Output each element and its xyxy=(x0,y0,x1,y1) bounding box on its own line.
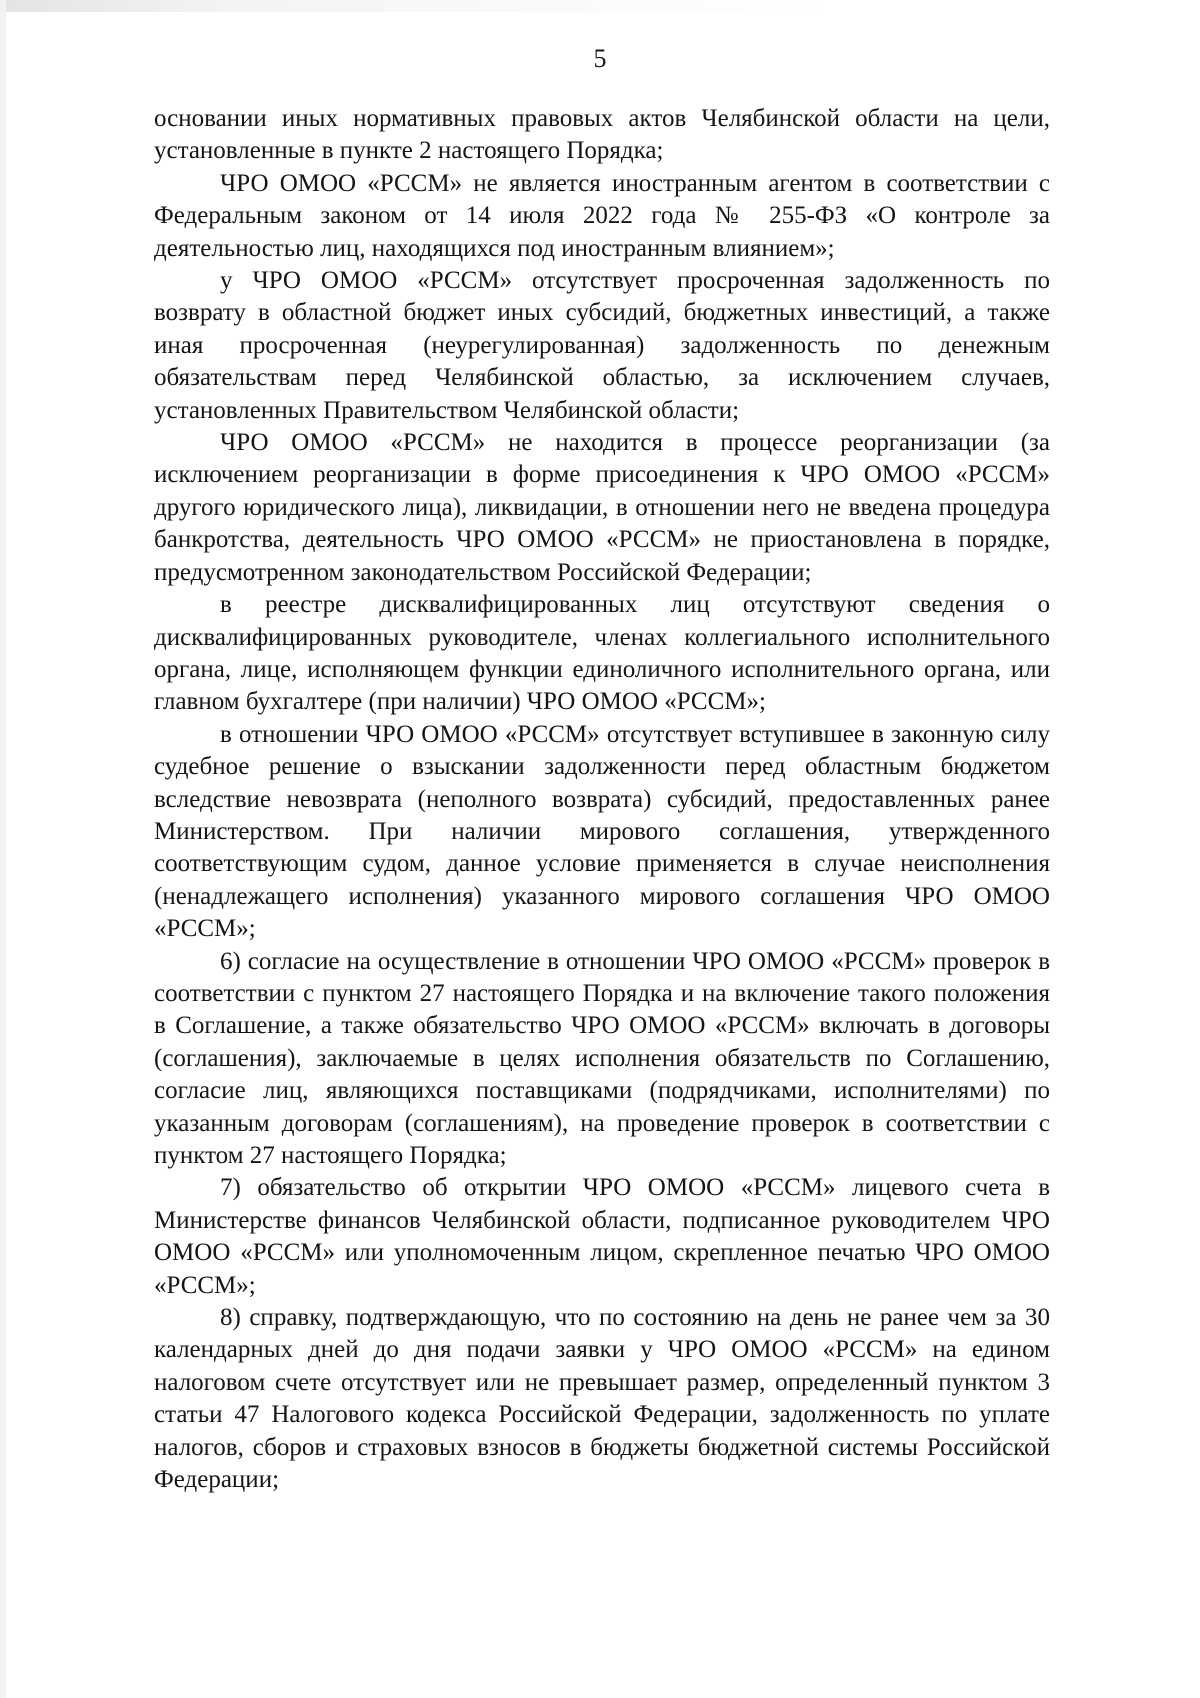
scan-edge-shadow xyxy=(0,0,1200,12)
paragraph-item-7: 7) обязательство об открытии ЧРО ОМОО «РССМ» лицевого счета в Министерстве финансов Челябинской области, подписанное руководителем ЧРО ОМОО «РССМ» или уполномоченным лицом, скрепленное печатью ЧРО ОМОО «РССМ»; xyxy=(154,1174,1050,1299)
paragraph-continuation: основании иных нормативных правовых актов Челябинской области на цели, установленные в пункте 2 настоящего Порядка; xyxy=(154,105,1050,165)
scan-left-shadow xyxy=(0,0,6,1698)
paragraph-reorganization: ЧРО ОМОО «РССМ» не находится в процессе реорганизации (за исключением реорганизации в форме присоединения к ЧРО ОМОО «РССМ» другого юридического лица), ликвидации, в отношении него не введена процедура банкротства, деятельность ЧРО ОМОО «РССМ» не приостановлена в порядке, предусмотренном законодательством Российской Федерации; xyxy=(154,429,1050,586)
page-number: 5 xyxy=(593,44,607,73)
paragraph-foreign-agent: ЧРО ОМОО «РССМ» не является иностранным агентом в соответствии с Федеральным законом от 14 июля 2022 года № 255-ФЗ «О контроле за деятельностью лиц, находящихся под иностранным влиянием»; xyxy=(154,169,1050,262)
paragraph-overdue-debt: у ЧРО ОМОО «РССМ» отсутствует просроченная задолженность по возврату в областной бюджет иных субсидий, бюджетных инвестиций, а также иная просроченная (неурегулированная) задолженность по денежным обязательствам перед Челябинской областью, за исключением случаев, установленных Правительством Челябинской области; xyxy=(154,267,1050,424)
paragraph-item-8: 8) справку, подтверждающую, что по состоянию на день не ранее чем за 30 календарных дней до дня подачи заявки у ЧРО ОМОО «РССМ» на едином налоговом счете отсутствует или не превышает размер, определенный пунктом 3 статьи 47 Налогового кодекса Российской Федерации, задолженность по уплате налогов, сборов и страховых взносов в бюджеты бюджетной системы Российской Федерации; xyxy=(154,1304,1050,1494)
paragraph-court-decision: в отношении ЧРО ОМОО «РССМ» отсутствует вступившее в законную силу судебное решение о взыскании задолженности перед областным бюджетом вследствие невозврата (неполного возврата) субсидий, предоставленных ранее Министерством. При наличии мирового соглашения, утвержденного соответствующим судом, данное условие применяется в случае неисполнения (ненадлежащего исполнения) указанного мирового соглашения ЧРО ОМОО «РССМ»; xyxy=(154,720,1050,943)
paragraph-item-6: 6) согласие на осуществление в отношении ЧРО ОМОО «РССМ» проверок в соответствии с пунктом 27 настоящего Порядка и на включение такого положения в Соглашение, а также обязательство ЧРО ОМОО «РССМ» включать в договоры (соглашения), заключаемые в целях исполнения обязательств по Соглашению, согласие лиц, являющихся поставщиками (подрядчиками, исполнителями) по указанным договорам (соглашениям), на проведение проверок в соответствии с пунктом 27 настоящего Порядка; xyxy=(154,947,1050,1169)
paragraph-disqualified-persons: в реестре дисквалифицированных лиц отсутствуют сведения о дисквалифицированных руководителе, членах коллегиального исполнительного органа, лице, исполняющем функции единоличного исполнительного органа, или главном бухгалтере (при наличии) ЧРО ОМОО «РССМ»; xyxy=(154,591,1050,716)
document-body xyxy=(154,103,1050,1496)
